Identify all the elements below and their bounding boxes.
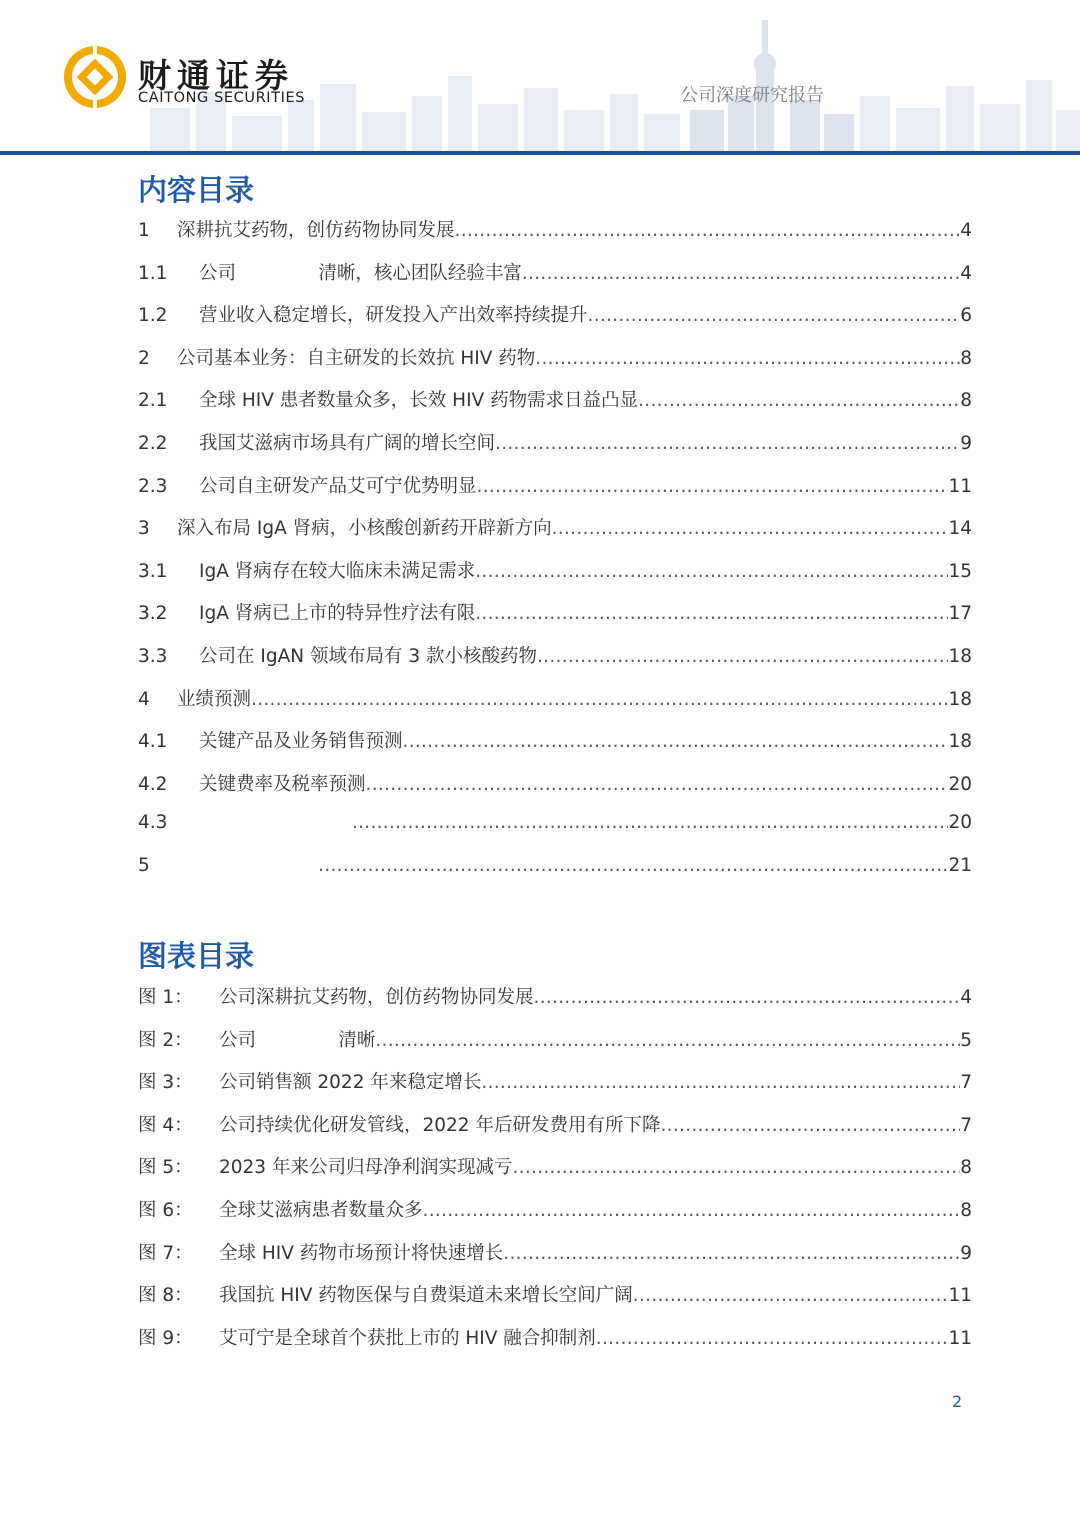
figures-entry-text: 公司持续优化研发管线，2022 年后研发费用有所下降 xyxy=(219,1114,661,1136)
contents-entry-number: 4.3 xyxy=(138,812,168,834)
contents-entry-number: 4 xyxy=(138,688,150,710)
contents-entry[interactable] xyxy=(138,472,972,515)
figures-entry-page: 5 xyxy=(960,1029,972,1051)
contents-entry-page: 6 xyxy=(960,305,972,327)
contents-entry-number: 3 xyxy=(138,518,150,540)
figures-entry-page: 7 xyxy=(960,1072,972,1094)
figures-entry-number: 图 5： xyxy=(138,1157,193,1179)
dot-leader xyxy=(552,518,949,539)
contents-entry-page: 20 xyxy=(948,812,972,834)
contents-entry-text xyxy=(199,812,352,833)
figures-entry-text: 公司销售额 2022 年来稳定增长 xyxy=(219,1072,482,1094)
contents-entry[interactable] xyxy=(138,642,972,685)
figures-entry[interactable] xyxy=(138,1111,972,1154)
figures-list xyxy=(138,983,972,1366)
contents-entry[interactable] xyxy=(138,727,972,770)
contents-entry-text: 我国艾滋病市场具有广阔的增长空间 xyxy=(199,432,496,454)
dot-leader xyxy=(481,1072,960,1093)
figures-entry[interactable] xyxy=(138,1153,972,1196)
contents-entry-page: 18 xyxy=(948,688,972,710)
brand-name-chinese: 财通证券 xyxy=(138,56,294,95)
contents-entry-number: 5 xyxy=(138,854,150,876)
contents-list xyxy=(138,216,972,898)
figures-entry[interactable] xyxy=(138,1324,972,1367)
figures-entry-text: 公司深耕抗艾药物，创仿药物协同发展 xyxy=(219,987,534,1008)
contents-entry-page: 18 xyxy=(948,731,972,753)
figures-entry-text: 全球艾滋病患者数量众多 xyxy=(219,1199,423,1221)
dot-leader xyxy=(375,1030,960,1051)
contents-entry-number: 1.2 xyxy=(138,305,168,327)
contents-entry-text: 深入布局 IgA 肾病，小核酸创新药开辟新方向 xyxy=(177,518,552,540)
dot-leader xyxy=(512,1157,960,1178)
contents-entry-number: 1.1 xyxy=(138,262,168,284)
contents-entry-number: 4.1 xyxy=(138,731,168,753)
contents-entry-page: 14 xyxy=(948,518,972,540)
contents-entry[interactable] xyxy=(138,514,972,557)
contents-entry-page: 9 xyxy=(960,432,972,454)
dot-leader xyxy=(535,348,960,369)
page-number: 2 xyxy=(952,1392,963,1411)
contents-entry-number: 4.2 xyxy=(138,773,168,795)
contents-entry[interactable] xyxy=(138,557,972,600)
figures-entry-text: 我国抗 HIV 药物医保与自费渠道未来增长空间广阔 xyxy=(219,1285,633,1307)
contents-entry-number: 2.3 xyxy=(138,475,168,497)
report-type-label: 公司深度研究报告 xyxy=(680,85,824,106)
contents-entry-text xyxy=(177,855,318,876)
figures-entry-page: 8 xyxy=(960,1157,972,1179)
contents-entry-page: 4 xyxy=(960,262,972,284)
contents-entry-text: 关键费率及税率预测 xyxy=(199,773,366,795)
contents-entry-text: 营业收入稳定增长，研发投入产出效率持续提升 xyxy=(199,305,588,327)
dot-leader xyxy=(638,390,960,411)
dot-leader xyxy=(423,1200,961,1221)
dot-leader xyxy=(503,1243,960,1264)
contents-entry-page: 4 xyxy=(960,220,972,241)
dot-leader xyxy=(475,561,948,582)
contents-entry-text: IgA 肾病已上市的特异性疗法有限 xyxy=(199,603,476,625)
contents-entry-number: 2 xyxy=(138,347,150,369)
contents-entry[interactable] xyxy=(138,685,972,728)
header-divider xyxy=(0,151,1080,155)
contents-entry[interactable] xyxy=(138,386,972,429)
dot-leader xyxy=(403,731,949,752)
dot-leader xyxy=(596,1328,949,1349)
contents-entry-page: 15 xyxy=(948,560,972,582)
page-header xyxy=(0,0,1080,156)
figures-entry-page: 7 xyxy=(960,1114,972,1136)
contents-entry-text: 公司自主研发产品艾可宁优势明显 xyxy=(199,475,477,497)
contents-entry-text: 业绩预测 xyxy=(177,688,252,710)
dot-leader xyxy=(588,305,961,326)
contents-entry-page: 8 xyxy=(960,390,972,412)
contents-entry[interactable] xyxy=(138,216,972,259)
dot-leader xyxy=(318,855,948,876)
figures-entry-page: 4 xyxy=(960,987,972,1008)
caitong-logo-icon xyxy=(62,44,128,110)
figures-entry-number: 图 1： xyxy=(138,987,193,1008)
figures-entry[interactable] xyxy=(138,1239,972,1282)
contents-entry-text: 公司 清晰，核心团队经验丰富 xyxy=(199,262,522,284)
contents-entry-text: 全球 HIV 患者数量众多，长效 HIV 药物需求日益凸显 xyxy=(199,390,639,412)
figures-entry-text: 全球 HIV 药物市场预计将快速增长 xyxy=(219,1242,504,1264)
figures-entry-text: 艾可宁是全球首个获批上市的 HIV 融合抑制剂 xyxy=(219,1327,596,1349)
contents-entry[interactable] xyxy=(138,429,972,472)
brand-name-english: CAITONG SECURITIES xyxy=(138,90,306,106)
figures-entry-number: 图 3： xyxy=(138,1072,193,1094)
dot-leader xyxy=(522,263,960,284)
figures-entry-page: 9 xyxy=(960,1242,972,1264)
dot-leader xyxy=(537,646,948,667)
figures-entry-page: 8 xyxy=(960,1199,972,1221)
figures-entry-number: 图 7： xyxy=(138,1242,193,1264)
dot-leader xyxy=(633,1285,949,1306)
contents-entry[interactable] xyxy=(138,344,972,387)
figures-title: 图表目录 xyxy=(138,939,255,973)
contents-entry-text: 关键产品及业务销售预测 xyxy=(199,731,403,753)
dot-leader xyxy=(352,812,949,833)
figures-entry[interactable] xyxy=(138,1281,972,1324)
figures-entry[interactable] xyxy=(138,1026,972,1069)
contents-entry[interactable] xyxy=(138,599,972,642)
contents-entry-page: 18 xyxy=(948,645,972,667)
contents-entry-text: 深耕抗艾药物，创仿药物协同发展 xyxy=(177,220,455,241)
figures-entry-text: 2023 年来公司归母净利润实现减亏 xyxy=(219,1157,513,1179)
dot-leader xyxy=(495,433,960,454)
dot-leader xyxy=(251,689,948,710)
figures-entry[interactable] xyxy=(138,1196,972,1239)
contents-entry-number: 2.1 xyxy=(138,390,168,412)
dot-leader xyxy=(366,774,949,795)
contents-entry-page: 17 xyxy=(948,603,972,625)
contents-entry[interactable] xyxy=(138,812,972,855)
contents-entry-page: 11 xyxy=(948,475,972,497)
contents-entry[interactable] xyxy=(138,259,972,302)
contents-entry-page: 21 xyxy=(948,854,972,876)
contents-entry-number: 2.2 xyxy=(138,432,168,454)
dot-leader xyxy=(475,603,948,624)
figures-entry-number: 图 2： xyxy=(138,1029,193,1051)
dot-leader xyxy=(455,220,961,241)
figures-entry-page: 11 xyxy=(948,1285,972,1307)
contents-entry-text: IgA 肾病存在较大临床未满足需求 xyxy=(199,560,476,582)
contents-entry-text: 公司基本业务：自主研发的长效抗 HIV 药物 xyxy=(177,347,536,369)
contents-entry-number: 3.3 xyxy=(138,645,168,667)
dot-leader xyxy=(534,987,961,1008)
contents-entry[interactable] xyxy=(138,770,972,813)
figures-entry-number: 图 4： xyxy=(138,1114,193,1136)
dot-leader xyxy=(660,1115,960,1136)
contents-entry-number: 3.2 xyxy=(138,603,168,625)
figures-entry-number: 图 9： xyxy=(138,1327,193,1349)
figures-entry[interactable] xyxy=(138,983,972,1026)
contents-title: 内容目录 xyxy=(138,173,255,207)
contents-entry-number: 1 xyxy=(138,220,150,241)
figures-entry-page: 11 xyxy=(948,1327,972,1349)
contents-entry[interactable] xyxy=(138,855,972,898)
contents-entry[interactable] xyxy=(138,301,972,344)
figures-entry-text: 公司 清晰 xyxy=(219,1029,376,1051)
dot-leader xyxy=(477,476,949,497)
contents-entry-page: 20 xyxy=(948,773,972,795)
figures-entry-number: 图 6： xyxy=(138,1199,193,1221)
contents-entry-text: 公司在 IgAN 领域布局有 3 款小核酸药物 xyxy=(199,645,537,667)
contents-entry-page: 8 xyxy=(960,347,972,369)
figures-entry-number: 图 8： xyxy=(138,1285,193,1307)
figures-entry[interactable] xyxy=(138,1068,972,1111)
contents-entry-number: 3.1 xyxy=(138,560,168,582)
